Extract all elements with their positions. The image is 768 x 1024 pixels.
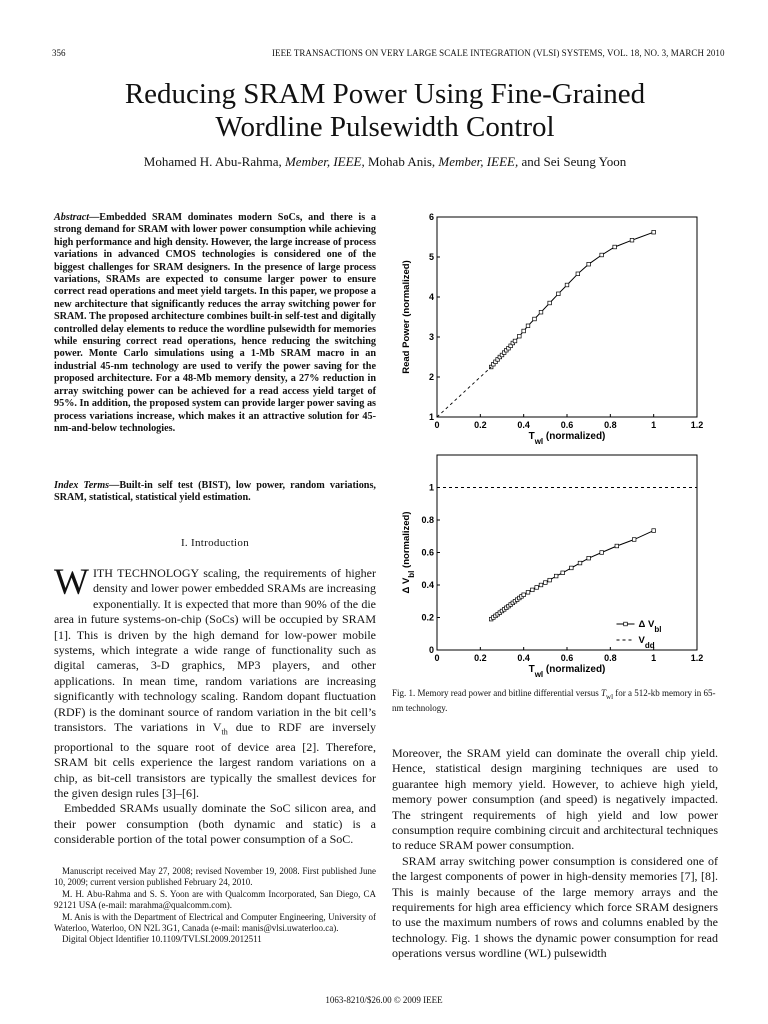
- data-point-1-0-25: [578, 561, 582, 565]
- x-tick-label-0-2: 0.4: [517, 420, 530, 430]
- x-tick-label-0-6: 1.2: [690, 420, 704, 430]
- abstract-label: Abstract: [54, 212, 90, 223]
- data-point-1-0-15: [522, 593, 526, 597]
- x-axis-label-1: $T_{wl}$ (normalized): [528, 664, 606, 679]
- series-line-1-0: [491, 531, 653, 620]
- title-line-1: Reducing SRAM Power Using Fine-Grained: [124, 78, 646, 110]
- y-tick-label-1-5: 1: [428, 482, 434, 493]
- chart-bitline-differential: [392, 450, 722, 685]
- right-column-body: [392, 746, 718, 962]
- intro-paragraph-2: Embedded SRAMs usually dominate the SoC silicon area, and their power consumption (both dynamic and static) is a considerable portion of the total power consumption of a SoC.: [54, 801, 376, 847]
- y-axis-label-0: Read Power (normalized): [401, 260, 412, 374]
- caption-suffix: for a 512-kb memory in 65-nm technology.: [392, 688, 716, 714]
- x-tick-label-1-5: 1: [651, 653, 657, 663]
- data-point-0-0-25: [652, 230, 656, 234]
- data-point-0-0-17: [548, 301, 552, 305]
- chart-read-power-plot: [401, 212, 703, 445]
- author-1: Mohamed H. Abu-Rahma,: [143, 154, 282, 169]
- x-tick-label-0-1: 0.2: [474, 420, 487, 430]
- title-line-2: Wordline Pulsewidth Control: [215, 111, 555, 143]
- data-point-1-0-28: [615, 544, 619, 548]
- data-point-1-0-21: [548, 578, 552, 582]
- data-point-0-0-14: [526, 324, 530, 328]
- index-terms-label: Index Terms: [54, 480, 110, 491]
- data-point-1-0-22: [554, 574, 558, 578]
- author-list: [40, 154, 730, 170]
- y-tick-label-1-4: 0.8: [421, 515, 434, 525]
- x-tick-label-0-3: 0.6: [560, 420, 574, 430]
- data-point-1-0-24: [570, 566, 574, 570]
- data-point-1-0-26: [587, 556, 591, 560]
- chart-bitline-plot: [401, 455, 703, 679]
- x-tick-label-1-6: 1.2: [690, 653, 704, 663]
- data-point-0-0-15: [533, 317, 537, 321]
- figure-caption: [392, 688, 718, 715]
- intro-paragraph-1-rest: due to RDF are inversely proportional to the square root of device area [2]. Therefore, SRAM bit cells experience the largest random variations on a chip, as bit-cell transistors are typically the smallest devices for the given design rules [3]–[6].: [54, 720, 377, 801]
- footnote-manuscript: Manuscript received May 27, 2008; revised November 19, 2008. First published June 10, 2009; current version published February 24, 2010.: [54, 866, 376, 888]
- caption-prefix: Fig. 1. Memory read power and bitline differential versus: [392, 688, 602, 698]
- data-point-0-0-13: [522, 329, 526, 333]
- x-tick-label-1-1: 0.2: [474, 653, 487, 663]
- y-tick-label-0-3: 4: [428, 292, 434, 302]
- y-axis-label-1: Δ $V_{bl}$ (normalized): [401, 511, 416, 594]
- caption-twl: T: [601, 688, 607, 698]
- plot-frame-1: [437, 455, 697, 650]
- data-point-0-0-21: [587, 262, 591, 266]
- data-point-1-0-29: [632, 538, 636, 542]
- right-paragraph-1: Moreover, the SRAM yield can dominate the overall chip yield. Hence, statistical design margining techniques are used to guarantee high memory yield. However, to achieve high yield, memory power consumption (and speed) is negatively impacted. The stringent requirements of high yield and low power consumption require combining circuit and architectural techniques to reduce SRAM power consumption.: [392, 746, 718, 853]
- x-tick-label-1-2: 0.4: [517, 653, 530, 663]
- x-tick-label-1-4: 0.8: [604, 653, 617, 663]
- author-3: Sei Seung Yoon: [543, 154, 627, 169]
- footnote-affiliation-2: M. Anis is with the Department of Electrical and Computer Engineering, University of Waterloo, Waterloo, ON N2L 3G1, Canada (e-mail: manis@vlsi.uwaterloo.ca).: [54, 911, 376, 934]
- data-point-0-0-12: [518, 334, 522, 338]
- data-point-0-0-20: [576, 272, 580, 276]
- plot-frame-0: [437, 217, 697, 417]
- y-tick-label-0-0: 1: [428, 412, 434, 422]
- abstract: [54, 212, 376, 435]
- paper-title: [40, 78, 730, 144]
- y-tick-label-1-1: 0.2: [421, 612, 434, 623]
- legend-marker: [624, 622, 628, 626]
- copyright-footer: 1063-8210/$26.00 © 2009 IEEE: [325, 995, 443, 1005]
- data-point-1-0-20: [544, 581, 548, 585]
- abstract-text: —Embedded SRAM dominates modern SoCs, and there is a strong demand for SRAM with lower power consumption while achieving high performance and high density. However, the large increase of process variations in advanced CMOS technologies is considered one of the biggest challenges for SRAM designers. In the presence of large process variations, SRAMs are expected to consume larger power to ensure correct read operations and meet yield targets. In this paper, we propose a new architecture that significantly reduces the array switching power for SRAM. The proposed architecture combines built-in self-test and digitally controlled delay elements to reduce the wordline pulsewidth for memories while ensuring correct read operations, hence reducing the switching power. Monte Carlo simulations using a 1-Mb SRAM macro in an industrial 45-nm technology are used to verify the power saving for the proposed architecture. For a 48-Mb memory density, a 27% reduction in array switching power can be achieved for a read access yield target of 95%. In addition, the proposed system can provide larger power saving as process variations increase, which makes it an attractive solution for 45-nm-and-below technologies.: [54, 212, 376, 434]
- y-tick-label-0-1: 2: [428, 372, 434, 382]
- x-tick-label-0-5: 1: [651, 420, 657, 430]
- data-point-0-0-18: [557, 292, 561, 296]
- data-point-0-0-19: [565, 283, 569, 287]
- footnote-doi: Digital Object Identifier 10.1109/TVLSI.2009.2012511: [62, 934, 262, 945]
- data-point-0-0-22: [600, 253, 604, 257]
- data-point-0-0-11: [513, 339, 517, 343]
- legend-label-1: $V_{dd}$: [638, 635, 655, 650]
- data-point-1-0-27: [600, 551, 604, 555]
- author-1-role: Member, IEEE,: [284, 154, 365, 169]
- footnotes: [54, 866, 376, 946]
- vth-subscript: th: [221, 727, 228, 737]
- section-heading: I. Introduction: [180, 537, 250, 549]
- data-point-1-0-18: [535, 586, 539, 590]
- caption-twl-sub: wl: [606, 692, 614, 701]
- author-conjunction: and: [521, 154, 541, 169]
- index-terms-text: —Built-in self test (BIST), low power, random variations, SRAM, statistical, statistical yield estimation.: [54, 480, 376, 504]
- data-point-1-0-17: [531, 588, 535, 592]
- index-terms: [54, 480, 376, 505]
- data-point-1-0-23: [561, 571, 565, 575]
- y-tick-label-0-5: 6: [428, 212, 434, 222]
- data-point-1-0-30: [652, 529, 656, 533]
- data-point-1-0-16: [526, 591, 530, 595]
- data-point-1-0-19: [539, 583, 543, 587]
- right-paragraph-2: SRAM array switching power consumption is considered one of the largest components of power in high-density memories [7], [8]. This is mainly because of the large memory arrays and the requirements for high area efficiency which force SRAM designers to use the maximum numbers of rows and columns enabled by the technology. Fig. 1 shows the dynamic power consumption for read operations versus wordline (WL) pulsewidth: [392, 853, 718, 961]
- y-tick-label-1-2: 0.4: [421, 580, 434, 590]
- data-point-0-0-23: [613, 245, 617, 249]
- data-point-0-0-24: [630, 238, 634, 242]
- author-2-role: Member, IEEE,: [438, 154, 519, 169]
- intro-paragraph-1: ITH TECHNOLOGY scaling, the requirements of higher density and lower power embedded SRAMs are increasing exponentially. It is expected that more than 90% of the die area in future systems-on-chip (SoCs) will be occupied by SRAM [1]. This is driven by the high demand for low-power mobile systems, which integrate a wide range of functionality such as digital cameras, 3-D graphics, MP3 players, and other applications. In mean time, random variations are increasing significantly with technology scaling. Random dopant fluctuation (RDF) is the dominant source of random variation in the bit cell’s transistors. The variations in V: [54, 566, 376, 735]
- series-line-0-1: [437, 367, 491, 417]
- x-tick-label-0-0: 0: [434, 420, 440, 430]
- data-point-0-0-16: [539, 310, 543, 314]
- chart-read-power: [392, 205, 722, 445]
- y-tick-label-0-2: 3: [428, 332, 434, 342]
- footnote-affiliation-1: M. H. Abu-Rahma and S. S. Yoon are with Qualcomm Incorporated, San Diego, CA 92121 USA (e-mail: marahma@qualcomm.com).: [54, 888, 376, 911]
- x-tick-label-1-3: 0.6: [560, 653, 574, 663]
- y-tick-label-1-3: 0.6: [421, 547, 434, 558]
- legend-label-0: Δ $V_{bl}$: [638, 619, 662, 634]
- introduction-body: [54, 562, 377, 848]
- x-axis-label-0: $T_{wl}$ (normalized): [528, 431, 606, 445]
- x-tick-label-0-4: 0.8: [604, 420, 617, 430]
- dropcap-letter: W: [54, 562, 89, 603]
- page-number: 356: [52, 48, 66, 58]
- author-2: Mohab Anis,: [368, 154, 436, 169]
- journal-header: IEEE TRANSACTIONS ON VERY LARGE SCALE INTEGRATION (VLSI) SYSTEMS, VOL. 18, NO. 3, MARCH 2010: [272, 48, 725, 58]
- y-tick-label-1-0: 0: [428, 645, 434, 655]
- y-tick-label-0-4: 5: [428, 252, 434, 262]
- series-line-0-0: [491, 232, 653, 367]
- x-tick-label-1-0: 0: [434, 653, 440, 663]
